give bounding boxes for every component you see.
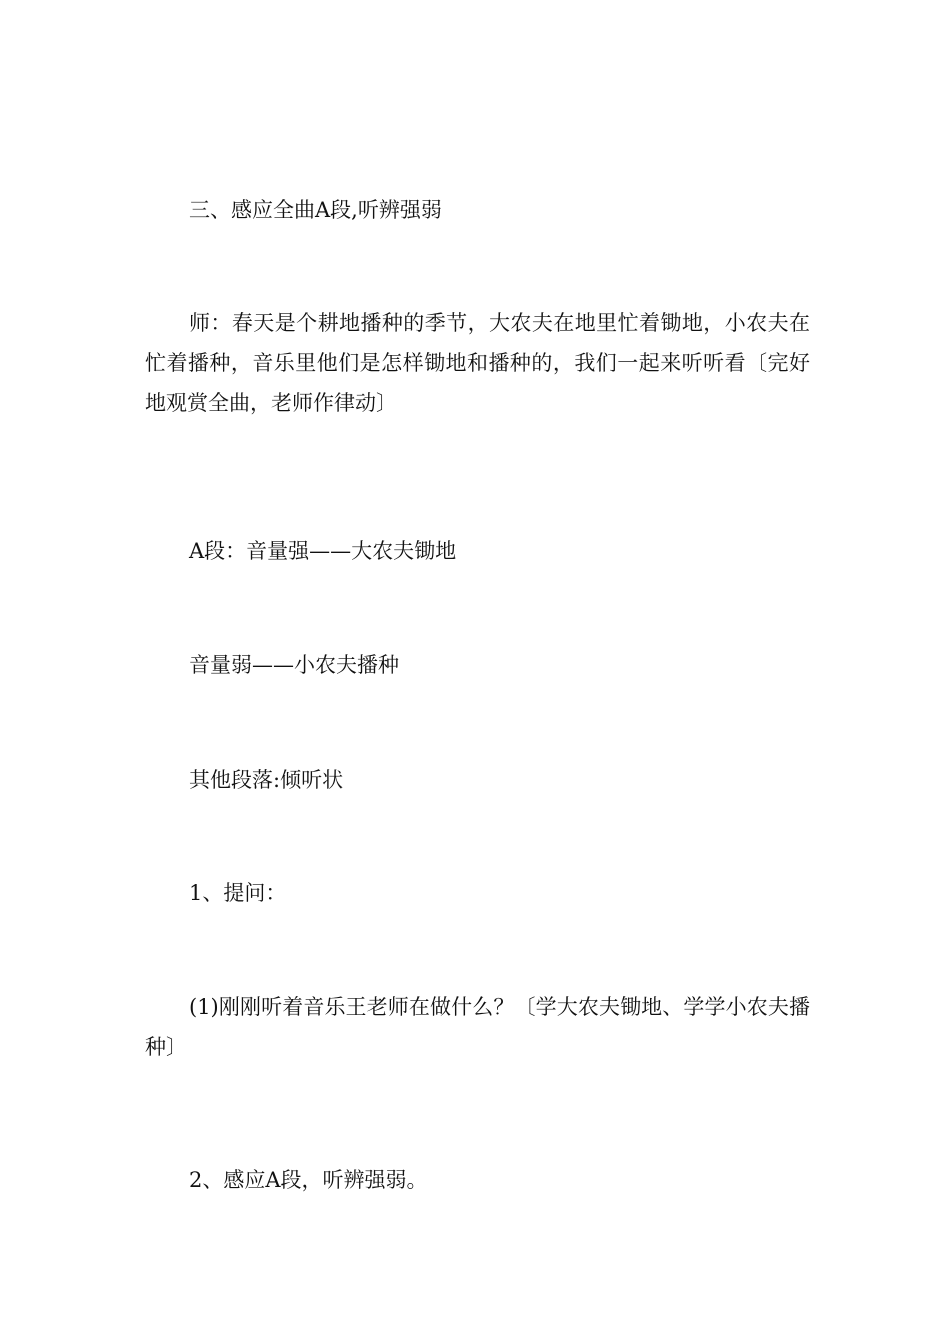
section-a-strong-line: A段：音量强——大农夫锄地 bbox=[189, 539, 457, 563]
teacher-paragraph: 师：春天是个耕地播种的季节，大农夫在地里忙着锄地，小农夫在忙着播种，音乐里他们是怎样锄地和播种的，我们一起来听听看〔完好地观赏全曲，老师作律动〕 bbox=[145, 311, 810, 415]
section-heading: 三、感应全曲A段,听辨强弱 bbox=[189, 198, 442, 222]
question-one-paragraph: (1)刚刚听着音乐王老师在做什么？〔学大农夫锄地、学学小农夫播种〕 bbox=[145, 995, 810, 1059]
question-heading: 1、提问： bbox=[189, 881, 287, 905]
other-sections-line: 其他段落:倾听状 bbox=[189, 768, 344, 792]
step-two-line: 2、感应A段，听辨强弱。 bbox=[189, 1168, 428, 1192]
section-a-weak-line: 音量弱——小农夫播种 bbox=[189, 653, 399, 677]
